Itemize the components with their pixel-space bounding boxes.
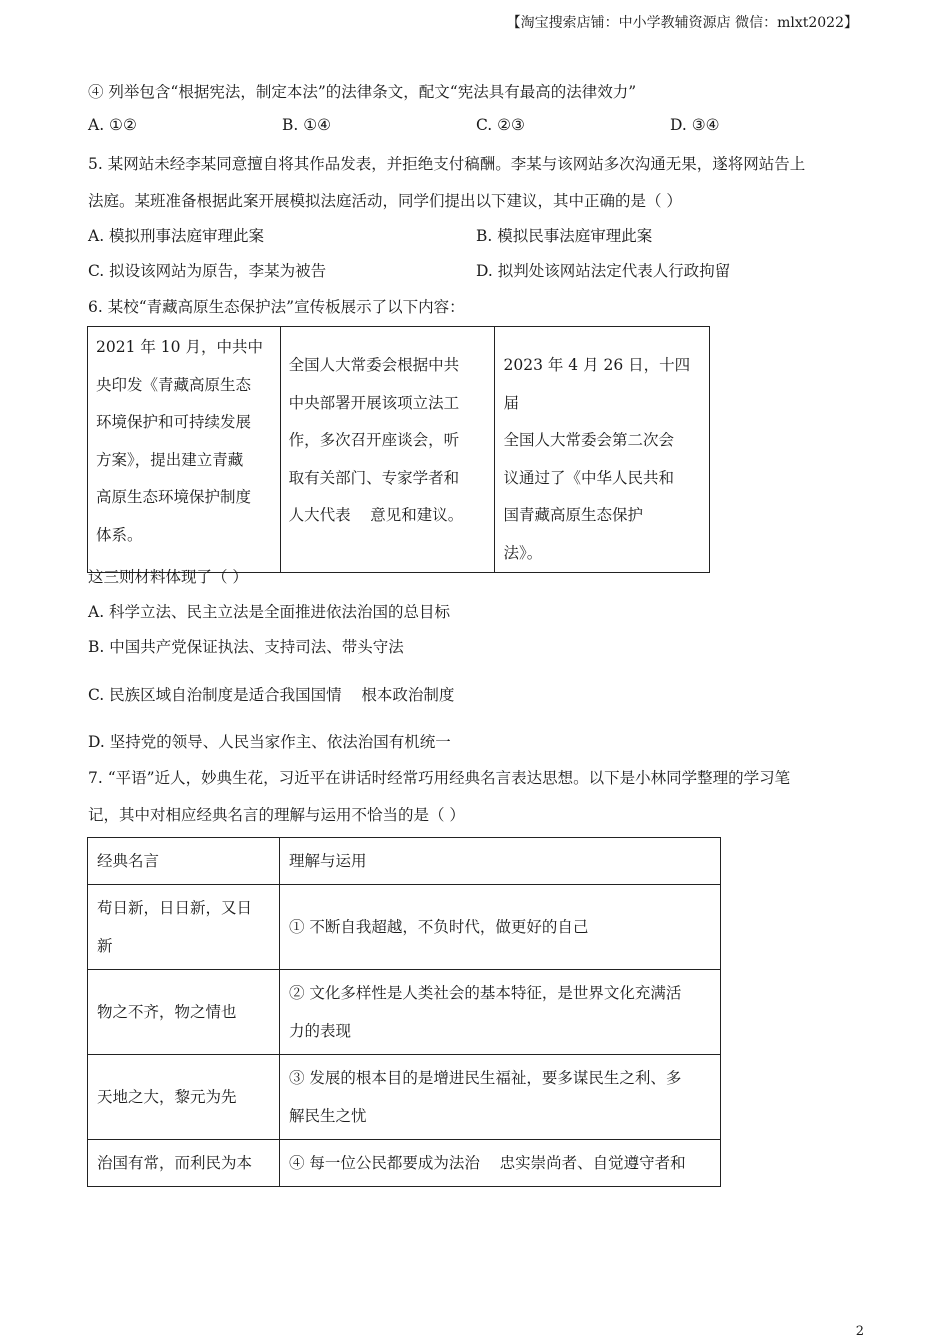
q4-option-b: B. ①④ bbox=[282, 116, 332, 134]
q7-use-2: ② 文化多样性是人类社会的基本特征，是世界文化充满活 力的表现 bbox=[280, 970, 721, 1055]
q4-item-4: ④ 列举包含“根据宪法，制定本法”的法律条文，配文“宪法具有最高的法律效力” bbox=[88, 83, 637, 101]
q7-quote-1: 苟日新，日日新，又日 新 bbox=[88, 885, 280, 970]
q6-option-b: B. 中国共产党保证执法、支持司法、带头守法 bbox=[88, 638, 404, 656]
page-header: 【淘宝搜索店铺：中小学教辅资源店 微信：mlxt2022】 bbox=[506, 15, 858, 31]
table-row bbox=[88, 970, 721, 1055]
q4-option-a: A. ①② bbox=[88, 116, 137, 134]
table-row bbox=[88, 1140, 721, 1187]
q7-stem-line-2: 记，其中对相应经典名言的理解与运用不恰当的是（ ） bbox=[88, 806, 465, 824]
q6-stem: 6. 某校“青藏高原生态保护法”宣传板展示了以下内容： bbox=[88, 298, 465, 316]
q7-use-1: ① 不断自我超越，不负时代，做更好的自己 bbox=[280, 885, 721, 970]
q5-option-c: C. 拟设该网站为原告，李某为被告 bbox=[88, 262, 327, 280]
table-row bbox=[88, 1055, 721, 1140]
q7-use-4: ④ 每一位公民都要成为法治 忠实崇尚者、自觉遵守者和 bbox=[280, 1140, 721, 1187]
q7-quotes-table bbox=[87, 837, 721, 1187]
q7-header-quote: 经典名言 bbox=[88, 838, 280, 885]
q5-option-d: D. 拟判处该网站法定代表人行政拘留 bbox=[476, 262, 731, 280]
table-row bbox=[88, 885, 721, 970]
q5-option-b: B. 模拟民事法庭审理此案 bbox=[476, 227, 653, 245]
page-number: 2 bbox=[855, 1324, 864, 1339]
q6-material-cell-1: 2021 年 10 月，中共中 央印发《青藏高原生态 环境保护和可持续发展 方案》，提出建立青藏 高原生态环境保护制度 体系。 bbox=[88, 327, 281, 573]
q4-option-d: D. ③④ bbox=[670, 116, 720, 134]
q7-use-3: ③ 发展的根本目的是增进民生福祉，要多谋民生之利、多 解民生之忧 bbox=[280, 1055, 721, 1140]
q7-quote-3: 天地之大，黎元为先 bbox=[88, 1055, 280, 1140]
q6-option-c: C. 民族区域自治制度是适合我国国情 根本政治制度 bbox=[88, 686, 455, 704]
q6-option-a: A. 科学立法、民主立法是全面推进依法治国的总目标 bbox=[88, 603, 451, 621]
q6-question: 这三则材料体现了（ ） bbox=[88, 568, 248, 586]
q5-stem-line-1: 5. 某网站未经李某同意擅自将其作品发表，并拒绝支付稿酬。李某与该网站多次沟通无果，遂将网站告上 bbox=[88, 155, 806, 173]
q5-stem-line-2: 法庭。某班准备根据此案开展模拟法庭活动，同学们提出以下建议，其中正确的是（ ） bbox=[88, 192, 682, 210]
q7-stem-line-1: 7. “平语”近人，妙典生花，习近平在讲话时经常巧用经典名言表达思想。以下是小林同学整理的学习笔 bbox=[88, 769, 791, 787]
q6-option-d: D. 坚持党的领导、人民当家作主、依法治国有机统一 bbox=[88, 733, 451, 751]
q6-material-cell-2: 全国人大常委会根据中共 中央部署开展该项立法工 作，多次召开座谈会，听 取有关部门、专家学者和 人大代表 意见和建议。 bbox=[280, 327, 495, 573]
q5-option-a: A. 模拟刑事法庭审理此案 bbox=[88, 227, 265, 245]
q6-material-cell-3: 2023 年 4 月 26 日，十四届 全国人大常委会第二次会 议通过了《中华人民共和 国青藏高原生态保护 法》。 bbox=[495, 327, 710, 573]
q7-header-use: 理解与运用 bbox=[280, 838, 721, 885]
q6-material-table bbox=[87, 326, 710, 573]
q7-quote-4: 治国有常，而利民为本 bbox=[88, 1140, 280, 1187]
q4-option-c: C. ②③ bbox=[476, 116, 525, 134]
q7-quote-2: 物之不齐，物之情也 bbox=[88, 970, 280, 1055]
